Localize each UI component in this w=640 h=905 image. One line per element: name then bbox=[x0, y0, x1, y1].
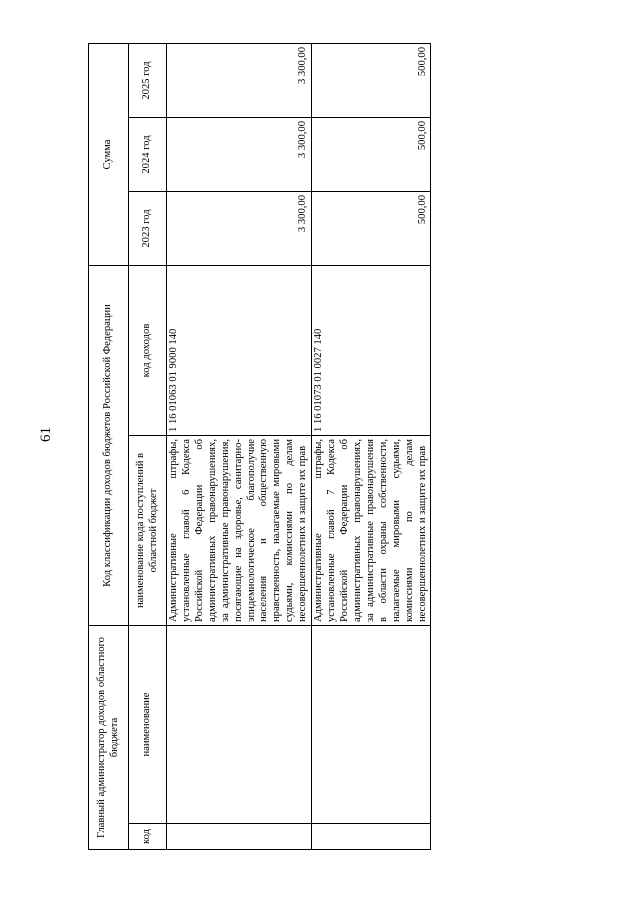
header-class-name: наименование кода поступлений в областной бюджет bbox=[129, 436, 167, 626]
header-admin-code: код bbox=[129, 824, 167, 850]
cell-admin-name bbox=[167, 626, 312, 824]
cell-admin-code bbox=[167, 824, 312, 850]
table-row bbox=[167, 43, 312, 849]
cell-value-2024: 500,00 bbox=[312, 117, 431, 191]
header-admin-name: наименование bbox=[129, 626, 167, 824]
page-number: 61 bbox=[38, 427, 54, 442]
table-row bbox=[312, 43, 431, 849]
header-class-code: код доходов bbox=[129, 265, 167, 435]
cell-revenue-name: Административные штрафы, установленные главой 7 Кодекса Российской Федерации об административных правонарушениях, за административные правонарушения в области охраны собственности, налагаемые мировыми судьями, комиссиями по делам несовершеннолетних и защите их прав bbox=[312, 436, 431, 626]
header-admin-group: Главный администратор доходов областного бюджета bbox=[89, 626, 129, 850]
cell-value-2025: 500,00 bbox=[312, 43, 431, 117]
cell-revenue-name: Административные штрафы, установленные главой 6 Кодекса Российской Федерации об административных правонарушениях, за административные правонарушения, посягающие на здоровье, санитарно-эпидемиологическое благополучие населения и общественную нравственность, налагаемые мировыми судьями, комиссиями по делам несовершеннолетних и защите их прав bbox=[167, 436, 312, 626]
header-class-group: Код классификации доходов бюджетов Российской Федерации bbox=[89, 265, 129, 625]
header-year-2023: 2023 год bbox=[129, 191, 167, 265]
cell-value-2023: 3 300,00 bbox=[167, 191, 312, 265]
rotated-table-container bbox=[88, 44, 505, 850]
cell-value-2023: 500,00 bbox=[312, 191, 431, 265]
cell-admin-code bbox=[312, 824, 431, 850]
header-year-2025: 2025 год bbox=[129, 43, 167, 117]
header-year-2024: 2024 год bbox=[129, 117, 167, 191]
cell-revenue-code: 1 16 01063 01 9000 140 bbox=[167, 265, 312, 435]
header-sum-group: Сумма bbox=[89, 43, 129, 265]
revenue-table bbox=[88, 43, 431, 850]
cell-value-2025: 3 300,00 bbox=[167, 43, 312, 117]
cell-revenue-code: 1 16 01073 01 0027 140 bbox=[312, 265, 431, 435]
cell-value-2024: 3 300,00 bbox=[167, 117, 312, 191]
cell-admin-name bbox=[312, 626, 431, 824]
